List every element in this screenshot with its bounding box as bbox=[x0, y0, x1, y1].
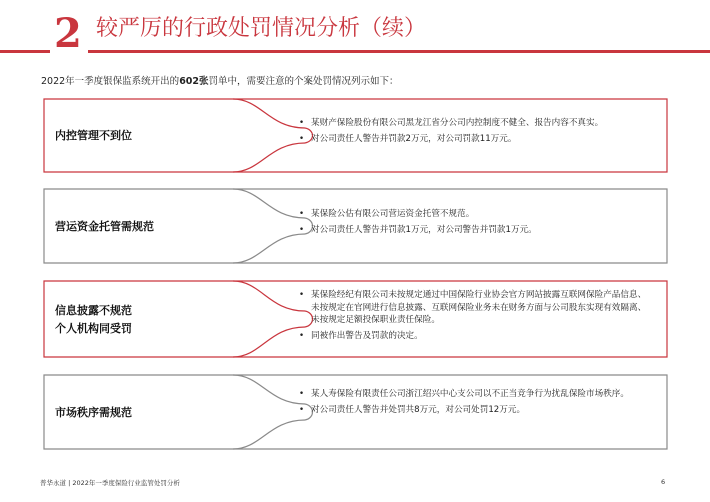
bullet-icon: • bbox=[299, 224, 305, 235]
case-label-line: 个人机构同受罚 bbox=[55, 322, 132, 335]
case-label bbox=[55, 404, 132, 422]
case-item-text: 对公司责任人警告并罚款2万元，对公司罚款11万元。 bbox=[311, 133, 517, 144]
footer-source: 普华永道 | 2022年一季度保险行业监管处罚分析 bbox=[40, 479, 180, 487]
case-card-market-order bbox=[43, 374, 668, 450]
case-card-wave-top bbox=[233, 375, 305, 404]
page-number: 6 bbox=[661, 478, 666, 486]
case-item-text: 对公司责任人警告并处罚共8万元，对公司处罚12万元。 bbox=[311, 404, 526, 415]
intro-after: 罚单中，需要注意的个案处罚情况列示如下： bbox=[208, 76, 399, 87]
case-items bbox=[299, 289, 654, 345]
bullet-icon: • bbox=[299, 133, 305, 144]
case-card-fund-custody bbox=[43, 188, 668, 264]
page-title: 较严厉的行政处罚情况分析（续） bbox=[96, 16, 427, 41]
case-card-wave-bottom bbox=[233, 143, 305, 172]
case-items bbox=[299, 208, 654, 239]
intro-text bbox=[41, 73, 399, 87]
case-items bbox=[299, 388, 654, 419]
intro-highlight: 602张 bbox=[179, 76, 209, 87]
bullet-icon: • bbox=[299, 209, 305, 219]
bullet-icon: • bbox=[299, 118, 305, 128]
case-label-line: 营运资金托管需规范 bbox=[55, 220, 154, 233]
case-item bbox=[299, 117, 654, 130]
case-item bbox=[299, 224, 654, 237]
case-label-line: 信息披露不规范 bbox=[55, 304, 132, 317]
case-item bbox=[299, 289, 654, 327]
case-item bbox=[299, 208, 654, 221]
case-label-line: 市场秩序需规范 bbox=[55, 406, 132, 419]
case-card-wave-bottom bbox=[233, 327, 305, 357]
section-number: 2 bbox=[50, 14, 88, 54]
case-item bbox=[299, 133, 654, 146]
intro-before: 2022年一季度银保监系统开出的 bbox=[41, 76, 180, 87]
case-label bbox=[55, 302, 132, 338]
bullet-icon: • bbox=[299, 290, 305, 300]
case-label bbox=[55, 127, 132, 145]
case-card-wave-bottom bbox=[233, 234, 305, 263]
case-item-text: 某人寿保险有限责任公司浙江绍兴中心支公司以不正当竞争行为扰乱保险市场秩序。 bbox=[311, 389, 629, 399]
case-item-text: 同被作出警告及罚款的决定。 bbox=[311, 330, 423, 341]
case-card-wave-top bbox=[233, 281, 305, 311]
case-item-text: 对公司责任人警告并罚款1万元，对公司警告并罚款1万元。 bbox=[311, 224, 537, 235]
case-item-text: 某保险经纪有限公司未按规定通过中国保险行业协会官方网站披露互联网保险产品信息、未按规定在官网进行信息披露、互联网保险业务未在财务方面与公司股东实现有效隔离、未按规定足额投保职业责任保险。 bbox=[311, 290, 647, 325]
case-label bbox=[55, 218, 154, 236]
header-accent-line bbox=[0, 50, 710, 53]
case-label-line: 内控管理不到位 bbox=[55, 129, 132, 142]
case-card-wave-top bbox=[233, 99, 305, 128]
bullet-icon: • bbox=[299, 330, 305, 341]
case-item-text: 某财产保险股份有限公司黑龙江省分公司内控制度不健全、报告内容不真实。 bbox=[311, 118, 604, 128]
case-item bbox=[299, 330, 654, 343]
bullet-icon: • bbox=[299, 389, 305, 399]
bullet-icon: • bbox=[299, 404, 305, 415]
case-card-internal-control bbox=[43, 98, 668, 173]
case-card-info-disclosure bbox=[43, 280, 668, 358]
case-items bbox=[299, 117, 654, 148]
case-item-text: 某保险公估有限公司营运资金托管不规范。 bbox=[311, 209, 475, 219]
case-card-wave-bottom bbox=[233, 420, 305, 449]
case-item bbox=[299, 404, 654, 417]
case-card-wave-top bbox=[233, 189, 305, 218]
case-item bbox=[299, 388, 654, 401]
